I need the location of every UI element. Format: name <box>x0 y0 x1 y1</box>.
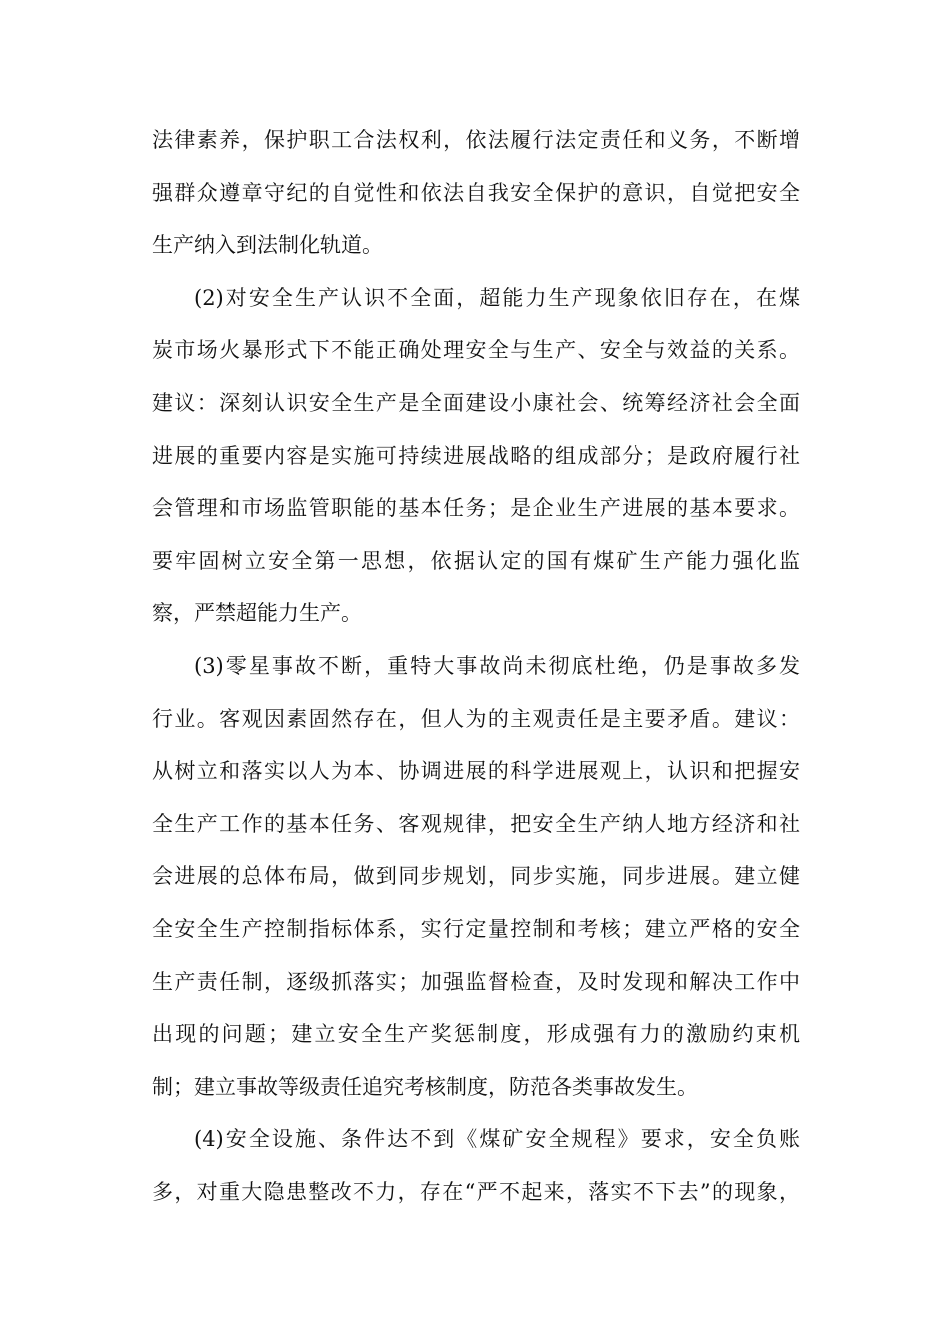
text-line: 行业。客观因素固然存在，但人为的主观责任是主要矛盾。建议： <box>152 706 800 731</box>
text-line: 多，对重大隐患整改不力，存在“严不起来，落实不下去”的现象， <box>152 1179 800 1204</box>
text-line: 建议：深刻认识安全生产是全面建设小康社会、统筹经济社会全面 <box>152 390 800 415</box>
paragraph-first-line: (2)对安全生产认识不全面，超能力生产现象依旧存在，在煤 <box>194 285 800 310</box>
text-line: 会进展的总体布局，做到同步规划，同步实施，同步进展。建立健 <box>152 864 800 889</box>
text-line: 法律素养，保护职工合法权利，依法履行法定责任和义务，不断增 <box>152 128 800 152</box>
text-line: 强群众遵章守纪的自觉性和依法自我安全保护的意识，自觉把安全 <box>152 180 800 205</box>
text-line: 生产纳入到法制化轨道。 <box>152 233 383 258</box>
text-line: 全安全生产控制指标体系，实行定量控制和考核；建立严格的安全 <box>152 916 800 941</box>
text-line: 生产责任制，逐级抓落实；加强监督检查，及时发现和解决工作中 <box>152 969 800 994</box>
text-line: 制；建立事故等级责任追究考核制度，防范各类事故发生。 <box>152 1074 698 1099</box>
text-line: 察，严禁超能力生产。 <box>152 601 362 626</box>
text-line: 会管理和市场监管职能的基本任务；是企业生产进展的基本要求。 <box>152 496 800 521</box>
paragraph-first-line: (3)零星事故不断，重特大事故尚未彻底杜绝，仍是事故多发 <box>194 653 800 678</box>
text-line: 全生产工作的基本任务、客观规律，把安全生产纳人地方经济和社 <box>152 811 800 836</box>
paragraph-first-line: (4)安全设施、条件达不到《煤矿安全规程》要求，安全负账 <box>194 1127 800 1152</box>
text-line: 要牢固树立安全第一思想，依据认定的国有煤矿生产能力强化监 <box>152 548 800 573</box>
document-body <box>152 114 800 1218</box>
text-line: 进展的重要内容是实施可持续进展战略的组成部分；是政府履行社 <box>152 443 800 468</box>
text-line: 出现的问题；建立安全生产奖惩制度，形成强有力的激励约束机 <box>152 1022 800 1047</box>
text-line: 从树立和落实以人为本、协调进展的科学进展观上，认识和把握安 <box>152 759 800 784</box>
text-line: 炭市场火暴形式下不能正确处理安全与生产、安全与效益的关系。 <box>152 338 800 363</box>
